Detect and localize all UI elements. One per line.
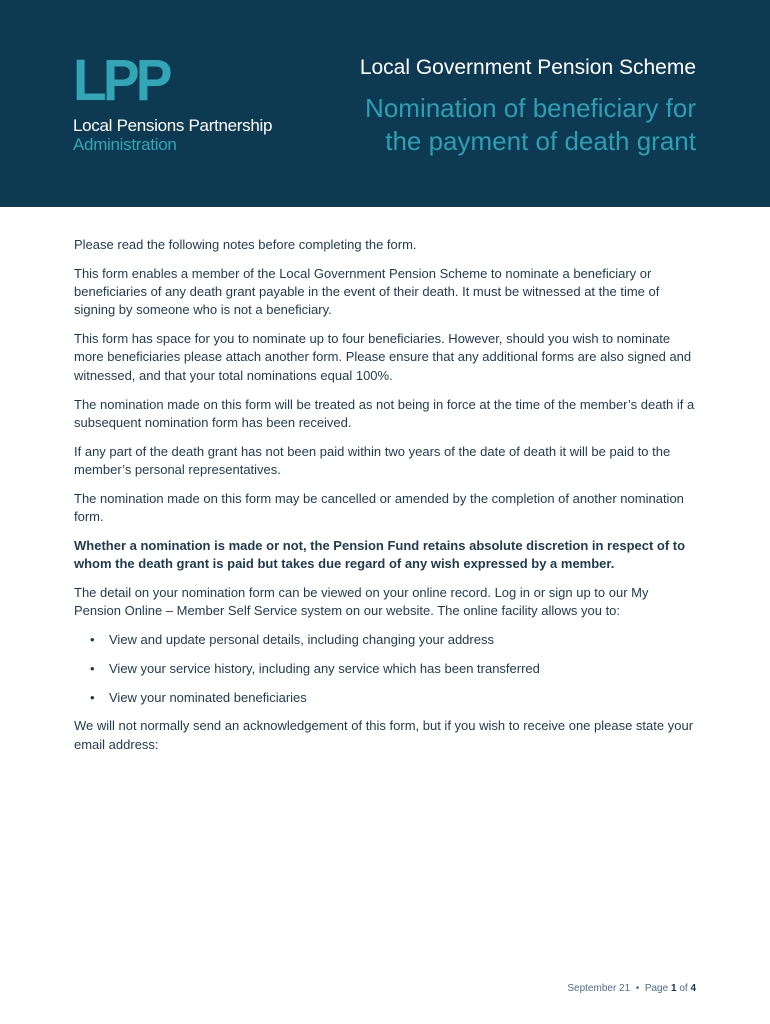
acknowledgement-paragraph: We will not normally send an acknowledgement of this form, but if you wish to receive one please state your email address: (74, 718, 694, 752)
online-record-paragraph: The detail on your nomination form can be viewed on your online record. Log in or sign up to our My Pension Online – Member Self Service system on our website. The online facility allows you to: (74, 584, 649, 619)
bullet-icon: • (90, 689, 95, 705)
scheme-title: Local Government Pension Scheme (359, 56, 696, 79)
list-item-text: View your nominated beneficiaries (109, 689, 307, 705)
footer-page-current: 1 (670, 983, 677, 994)
form-title-line2: the payment of death grant (385, 126, 696, 156)
page-header (0, 0, 770, 207)
purpose-paragraph: This form enables a member of the Local Government Pension Scheme to nominate a beneficiary or beneficiaries of any death grant payable in the event of their death. It must be witnessed at the time of signing by someone who is not a beneficiary. (74, 265, 660, 318)
list-item (74, 631, 696, 649)
logo-mark: LPP (73, 48, 169, 113)
validity-paragraph: The nomination made on this form will be treated as not being in force at the time of the member’s death if a subsequent nomination form has been received. (74, 396, 695, 430)
bullet-icon: • (90, 660, 95, 676)
beneficiary-count-paragraph: This form has space for you to nominate up to four beneficiaries. However, should you wish to nominate more beneficiaries please attach another form. Please ensure that any additional forms are also signed and witnessed, and that your total nominations equal 100%. (74, 331, 692, 383)
page-footer (567, 982, 696, 996)
intro-paragraph: Please read the following notes before completing the form. (74, 237, 417, 252)
logo-org-subtitle: Administration (73, 135, 177, 154)
logo-org-name: Local Pensions Partnership (73, 116, 273, 135)
unpaid-grant-paragraph: If any part of the death grant has not been paid within two years of the date of death it will be paid to the member’s personal representatives. (74, 443, 671, 477)
footer-separator: • (635, 983, 640, 994)
form-title (365, 92, 696, 158)
bullet-icon: • (90, 632, 95, 648)
list-item (74, 689, 696, 707)
list-item-text: View your service history, including any service which has been transferred (109, 660, 540, 676)
footer-page-total: 4 (690, 983, 696, 994)
footer-date: September 21 (567, 983, 631, 994)
notes-content (74, 236, 696, 765)
list-item (74, 660, 696, 678)
footer-of-label: of (679, 983, 688, 994)
form-title-line1: Nomination of beneficiary for (365, 93, 696, 123)
lpp-logo (73, 48, 273, 154)
footer-page-label: Page (644, 983, 669, 994)
list-item-text: View and update personal details, including changing your address (109, 632, 494, 648)
online-features-list (74, 631, 696, 707)
discretion-paragraph: Whether a nomination is made or not, the Pension Fund retains absolute discretion in respect of to whom the death grant is paid but takes due regard of any wish expressed by a member. (74, 537, 686, 572)
cancellation-paragraph: The nomination made on this form may be cancelled or amended by the completion of another nomination form. (74, 490, 684, 525)
